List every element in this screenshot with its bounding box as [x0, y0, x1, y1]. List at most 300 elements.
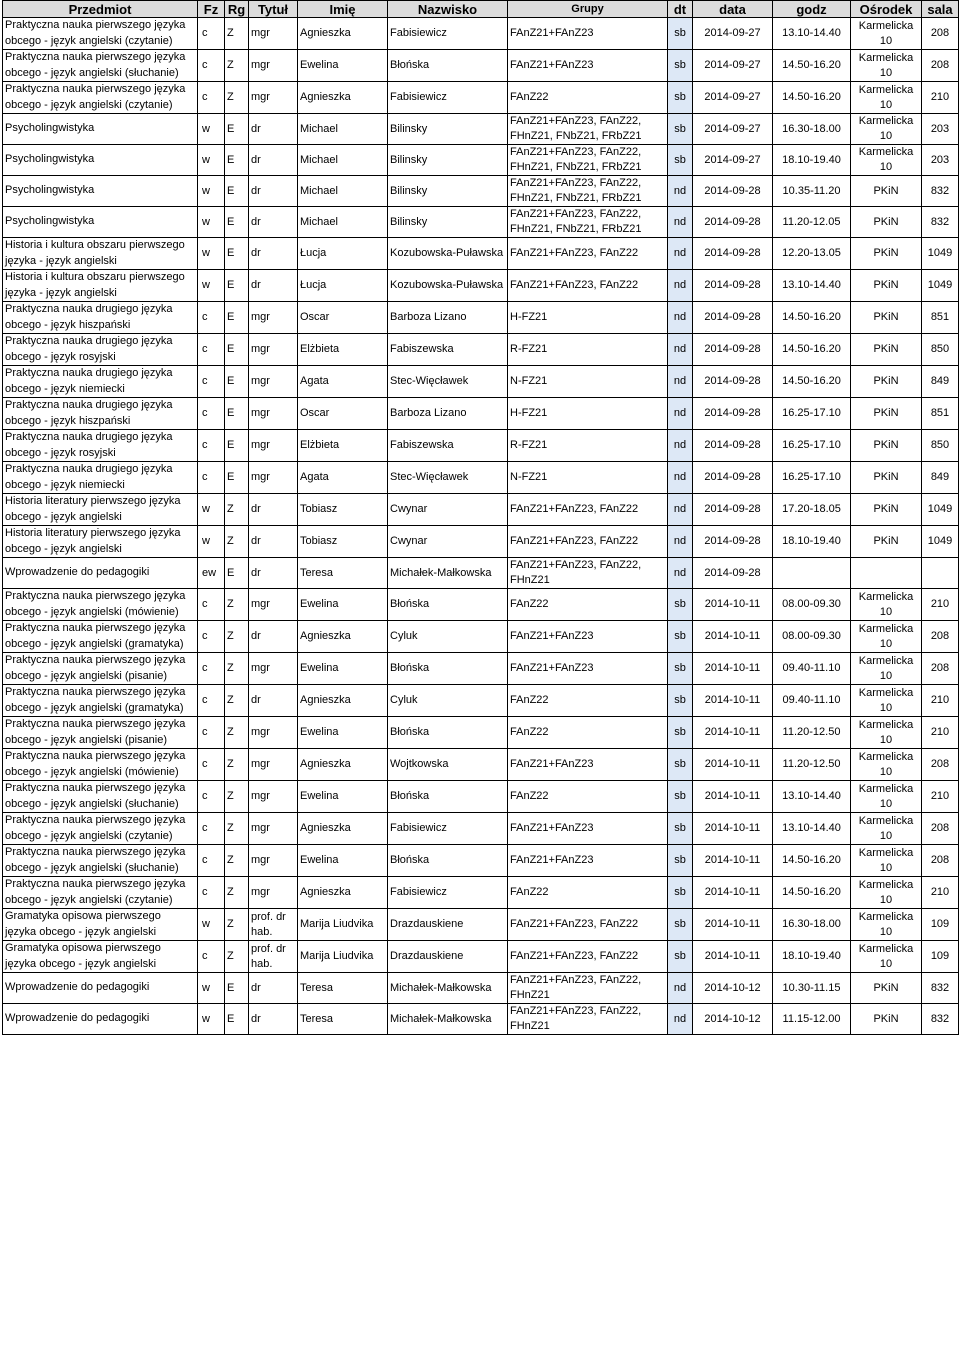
cell-rg: E — [225, 270, 249, 302]
cell-dt: sb — [668, 145, 693, 176]
cell-godz: 17.20-18.05 — [773, 494, 851, 526]
cell-fz: w — [198, 114, 225, 145]
cell-sala: 832 — [922, 176, 959, 207]
cell-dt: sb — [668, 909, 693, 941]
column-header-data: data — [693, 1, 773, 18]
cell-data: 2014-09-28 — [693, 526, 773, 558]
table-row — [3, 145, 959, 176]
cell-sala: 208 — [922, 621, 959, 653]
cell-fz: c — [198, 749, 225, 781]
cell-fz: c — [198, 653, 225, 685]
cell-data: 2014-09-28 — [693, 558, 773, 589]
cell-dt: nd — [668, 526, 693, 558]
cell-godz: 08.00-09.30 — [773, 621, 851, 653]
cell-osrodek: Karmelicka 10 — [851, 82, 922, 114]
cell-data: 2014-09-28 — [693, 176, 773, 207]
cell-nazwisko: Michałek-Małkowska — [388, 558, 508, 589]
cell-imie: Elżbieta — [298, 334, 388, 366]
table-row — [3, 494, 959, 526]
cell-przedmiot: Praktyczna nauka pierwszego języka obcego - język angielski (mówienie) — [3, 589, 198, 621]
cell-grupy: FAnZ21+FAnZ23, FAnZ22, FHnZ21 — [508, 558, 668, 589]
cell-grupy: FAnZ21+FAnZ23, FAnZ22 — [508, 941, 668, 973]
cell-fz: c — [198, 398, 225, 430]
cell-data: 2014-09-27 — [693, 114, 773, 145]
cell-nazwisko: Fabisiewicz — [388, 82, 508, 114]
schedule-body — [3, 18, 959, 1035]
cell-tytul: dr — [249, 145, 298, 176]
cell-imie: Ewelina — [298, 717, 388, 749]
cell-data: 2014-09-28 — [693, 207, 773, 238]
cell-data: 2014-10-11 — [693, 589, 773, 621]
cell-sala: 109 — [922, 909, 959, 941]
cell-nazwisko: Błońska — [388, 781, 508, 813]
cell-godz: 13.10-14.40 — [773, 18, 851, 50]
cell-sala: 210 — [922, 877, 959, 909]
cell-godz: 13.10-14.40 — [773, 781, 851, 813]
cell-dt: sb — [668, 589, 693, 621]
cell-fz: c — [198, 941, 225, 973]
cell-rg: Z — [225, 845, 249, 877]
table-row — [3, 749, 959, 781]
cell-tytul: mgr — [249, 430, 298, 462]
table-row — [3, 653, 959, 685]
cell-przedmiot: Historia literatury pierwszego języka obcego - język angielski — [3, 526, 198, 558]
table-row — [3, 430, 959, 462]
cell-sala: 210 — [922, 82, 959, 114]
cell-sala: 208 — [922, 845, 959, 877]
table-row — [3, 1004, 959, 1035]
cell-tytul: mgr — [249, 653, 298, 685]
cell-fz: c — [198, 813, 225, 845]
cell-przedmiot: Praktyczna nauka pierwszego języka obcego - język angielski (słuchanie) — [3, 50, 198, 82]
cell-fz: w — [198, 270, 225, 302]
cell-fz: c — [198, 877, 225, 909]
cell-data: 2014-10-11 — [693, 781, 773, 813]
cell-rg: E — [225, 302, 249, 334]
table-row — [3, 973, 959, 1004]
cell-imie: Ewelina — [298, 589, 388, 621]
cell-rg: E — [225, 114, 249, 145]
cell-imie: Ewelina — [298, 781, 388, 813]
cell-imie: Agnieszka — [298, 749, 388, 781]
cell-dt: sb — [668, 845, 693, 877]
cell-imie: Ewelina — [298, 653, 388, 685]
cell-przedmiot: Praktyczna nauka pierwszego języka obcego - język angielski (czytanie) — [3, 18, 198, 50]
cell-data: 2014-09-28 — [693, 270, 773, 302]
cell-grupy: FAnZ21+FAnZ23 — [508, 621, 668, 653]
cell-rg: E — [225, 366, 249, 398]
cell-godz: 11.20-12.50 — [773, 749, 851, 781]
cell-dt: nd — [668, 207, 693, 238]
cell-data: 2014-10-11 — [693, 621, 773, 653]
cell-fz: c — [198, 685, 225, 717]
table-row — [3, 270, 959, 302]
cell-nazwisko: Błońska — [388, 589, 508, 621]
cell-dt: nd — [668, 462, 693, 494]
cell-tytul: mgr — [249, 50, 298, 82]
cell-nazwisko: Stec-Więcławek — [388, 462, 508, 494]
cell-fz: c — [198, 430, 225, 462]
cell-data: 2014-10-11 — [693, 941, 773, 973]
cell-data: 2014-09-28 — [693, 398, 773, 430]
cell-nazwisko: Wojtkowska — [388, 749, 508, 781]
cell-dt: nd — [668, 176, 693, 207]
cell-grupy: FAnZ21+FAnZ23 — [508, 50, 668, 82]
cell-przedmiot: Praktyczna nauka pierwszego języka obcego - język angielski (pisanie) — [3, 653, 198, 685]
cell-przedmiot: Praktyczna nauka pierwszego języka obcego - język angielski (słuchanie) — [3, 845, 198, 877]
cell-nazwisko: Fabisiewicz — [388, 18, 508, 50]
table-row — [3, 462, 959, 494]
cell-tytul: dr — [249, 270, 298, 302]
cell-imie: Tobiasz — [298, 494, 388, 526]
cell-przedmiot: Praktyczna nauka pierwszego języka obcego - język angielski (słuchanie) — [3, 781, 198, 813]
cell-grupy: N-FZ21 — [508, 462, 668, 494]
column-header-nazwisko: Nazwisko — [388, 1, 508, 18]
cell-przedmiot: Psycholingwistyka — [3, 114, 198, 145]
cell-imie: Agnieszka — [298, 621, 388, 653]
cell-nazwisko: Fabisiewicz — [388, 813, 508, 845]
cell-sala: 851 — [922, 398, 959, 430]
cell-osrodek — [851, 558, 922, 589]
column-header-tytul: Tytuł — [249, 1, 298, 18]
cell-sala: 210 — [922, 589, 959, 621]
cell-nazwisko: Drazdauskiene — [388, 909, 508, 941]
table-row — [3, 114, 959, 145]
table-row — [3, 621, 959, 653]
cell-fz: c — [198, 781, 225, 813]
cell-sala: 849 — [922, 366, 959, 398]
cell-tytul: prof. dr hab. — [249, 909, 298, 941]
cell-imie: Michael — [298, 176, 388, 207]
cell-fz: w — [198, 176, 225, 207]
cell-grupy: FAnZ21+FAnZ23 — [508, 845, 668, 877]
cell-godz: 16.25-17.10 — [773, 430, 851, 462]
cell-nazwisko: Fabisiewicz — [388, 877, 508, 909]
cell-osrodek: PKiN — [851, 526, 922, 558]
cell-data: 2014-09-28 — [693, 238, 773, 270]
cell-data: 2014-10-11 — [693, 909, 773, 941]
cell-godz: 11.20-12.50 — [773, 717, 851, 749]
cell-grupy: FAnZ21+FAnZ23, FAnZ22 — [508, 270, 668, 302]
cell-osrodek: PKiN — [851, 270, 922, 302]
cell-nazwisko: Cyluk — [388, 685, 508, 717]
cell-dt: sb — [668, 749, 693, 781]
cell-sala: 210 — [922, 781, 959, 813]
cell-grupy: FAnZ22 — [508, 685, 668, 717]
cell-grupy: FAnZ21+FAnZ23, FAnZ22, FHnZ21, FNbZ21, FRbZ21 — [508, 114, 668, 145]
cell-imie: Michael — [298, 207, 388, 238]
cell-imie: Michael — [298, 114, 388, 145]
cell-rg: E — [225, 334, 249, 366]
cell-osrodek: PKiN — [851, 334, 922, 366]
table-row — [3, 909, 959, 941]
cell-dt: nd — [668, 302, 693, 334]
cell-data: 2014-09-28 — [693, 462, 773, 494]
cell-tytul: mgr — [249, 82, 298, 114]
cell-dt: sb — [668, 941, 693, 973]
cell-data: 2014-10-11 — [693, 717, 773, 749]
cell-nazwisko: Kozubowska-Puławska — [388, 270, 508, 302]
cell-przedmiot: Historia i kultura obszaru pierwszego języka - język angielski — [3, 238, 198, 270]
cell-imie: Oscar — [298, 398, 388, 430]
cell-tytul: dr — [249, 114, 298, 145]
cell-tytul: dr — [249, 558, 298, 589]
cell-przedmiot: Praktyczna nauka pierwszego języka obcego - język angielski (mówienie) — [3, 749, 198, 781]
cell-imie: Teresa — [298, 558, 388, 589]
cell-tytul: mgr — [249, 845, 298, 877]
cell-grupy: FAnZ21+FAnZ23, FAnZ22, FHnZ21, FNbZ21, FRbZ21 — [508, 207, 668, 238]
cell-tytul: mgr — [249, 717, 298, 749]
cell-nazwisko: Błońska — [388, 717, 508, 749]
table-row — [3, 50, 959, 82]
cell-data: 2014-10-11 — [693, 749, 773, 781]
cell-nazwisko: Michałek-Małkowska — [388, 1004, 508, 1035]
cell-tytul: mgr — [249, 589, 298, 621]
cell-rg: Z — [225, 685, 249, 717]
cell-grupy: FAnZ22 — [508, 717, 668, 749]
cell-fz: w — [198, 238, 225, 270]
cell-tytul: mgr — [249, 398, 298, 430]
schedule-table — [2, 0, 959, 1035]
cell-grupy: FAnZ21+FAnZ23, FAnZ22 — [508, 909, 668, 941]
cell-godz: 09.40-11.10 — [773, 685, 851, 717]
table-row — [3, 813, 959, 845]
cell-grupy: FAnZ22 — [508, 781, 668, 813]
cell-sala: 208 — [922, 50, 959, 82]
cell-dt: nd — [668, 270, 693, 302]
cell-data: 2014-10-11 — [693, 845, 773, 877]
cell-rg: E — [225, 973, 249, 1004]
cell-imie: Agnieszka — [298, 813, 388, 845]
cell-rg: E — [225, 238, 249, 270]
cell-przedmiot: Praktyczna nauka drugiego języka obcego - język hiszpański — [3, 302, 198, 334]
cell-sala: 832 — [922, 1004, 959, 1035]
cell-tytul: dr — [249, 238, 298, 270]
cell-data: 2014-10-11 — [693, 685, 773, 717]
cell-dt: sb — [668, 18, 693, 50]
cell-dt: nd — [668, 238, 693, 270]
cell-dt: nd — [668, 334, 693, 366]
cell-dt: nd — [668, 973, 693, 1004]
table-row — [3, 238, 959, 270]
cell-data: 2014-09-28 — [693, 430, 773, 462]
cell-tytul: mgr — [249, 366, 298, 398]
cell-imie: Elżbieta — [298, 430, 388, 462]
cell-tytul: dr — [249, 207, 298, 238]
table-row — [3, 685, 959, 717]
table-row — [3, 398, 959, 430]
cell-tytul: dr — [249, 1004, 298, 1035]
cell-godz: 14.50-16.20 — [773, 877, 851, 909]
cell-osrodek: Karmelicka 10 — [851, 18, 922, 50]
cell-fz: c — [198, 621, 225, 653]
cell-rg: Z — [225, 50, 249, 82]
cell-godz: 11.20-12.05 — [773, 207, 851, 238]
table-row — [3, 558, 959, 589]
cell-imie: Agnieszka — [298, 82, 388, 114]
cell-sala: 832 — [922, 973, 959, 1004]
cell-imie: Michael — [298, 145, 388, 176]
cell-rg: E — [225, 207, 249, 238]
cell-dt: sb — [668, 877, 693, 909]
table-row — [3, 176, 959, 207]
cell-rg: E — [225, 398, 249, 430]
cell-przedmiot: Psycholingwistyka — [3, 207, 198, 238]
cell-przedmiot: Praktyczna nauka pierwszego języka obcego - język angielski (pisanie) — [3, 717, 198, 749]
cell-dt: sb — [668, 781, 693, 813]
cell-fz: ew — [198, 558, 225, 589]
cell-godz: 10.35-11.20 — [773, 176, 851, 207]
cell-godz: 13.10-14.40 — [773, 813, 851, 845]
cell-fz: w — [198, 494, 225, 526]
cell-nazwisko: Fabiszewska — [388, 430, 508, 462]
cell-nazwisko: Cwynar — [388, 494, 508, 526]
cell-sala: 850 — [922, 430, 959, 462]
cell-data: 2014-09-28 — [693, 494, 773, 526]
cell-rg: Z — [225, 717, 249, 749]
cell-godz: 18.10-19.40 — [773, 941, 851, 973]
column-header-osrodek: Ośrodek — [851, 1, 922, 18]
cell-sala — [922, 558, 959, 589]
cell-rg: E — [225, 1004, 249, 1035]
cell-rg: Z — [225, 494, 249, 526]
table-row — [3, 589, 959, 621]
cell-imie: Agata — [298, 366, 388, 398]
cell-tytul: dr — [249, 526, 298, 558]
cell-rg: E — [225, 430, 249, 462]
cell-imie: Ewelina — [298, 845, 388, 877]
cell-data: 2014-09-28 — [693, 334, 773, 366]
cell-nazwisko: Barboza Lizano — [388, 302, 508, 334]
cell-sala: 210 — [922, 717, 959, 749]
cell-przedmiot: Gramatyka opisowa pierwszego języka obcego - język angielski — [3, 909, 198, 941]
table-row — [3, 82, 959, 114]
cell-dt: nd — [668, 1004, 693, 1035]
cell-przedmiot: Praktyczna nauka pierwszego języka obcego - język angielski (czytanie) — [3, 877, 198, 909]
cell-fz: w — [198, 207, 225, 238]
cell-grupy: H-FZ21 — [508, 398, 668, 430]
cell-nazwisko: Drazdauskiene — [388, 941, 508, 973]
header-row — [3, 1, 959, 18]
cell-sala: 851 — [922, 302, 959, 334]
column-header-grupy: Grupy — [508, 1, 668, 18]
table-row — [3, 18, 959, 50]
cell-tytul: dr — [249, 685, 298, 717]
cell-fz: c — [198, 589, 225, 621]
cell-data: 2014-09-28 — [693, 302, 773, 334]
cell-rg: Z — [225, 653, 249, 685]
cell-tytul: mgr — [249, 18, 298, 50]
cell-nazwisko: Błońska — [388, 845, 508, 877]
cell-osrodek: Karmelicka 10 — [851, 685, 922, 717]
table-row — [3, 526, 959, 558]
cell-fz: w — [198, 909, 225, 941]
cell-osrodek: PKiN — [851, 973, 922, 1004]
cell-godz: 08.00-09.30 — [773, 589, 851, 621]
cell-nazwisko: Stec-Więcławek — [388, 366, 508, 398]
cell-przedmiot: Praktyczna nauka pierwszego języka obcego - język angielski (gramatyka) — [3, 621, 198, 653]
table-row — [3, 845, 959, 877]
cell-data: 2014-09-27 — [693, 145, 773, 176]
cell-rg: Z — [225, 781, 249, 813]
cell-godz: 14.50-16.20 — [773, 50, 851, 82]
cell-godz: 11.15-12.00 — [773, 1004, 851, 1035]
cell-godz: 16.30-18.00 — [773, 114, 851, 145]
cell-przedmiot: Praktyczna nauka pierwszego języka obcego - język angielski (czytanie) — [3, 82, 198, 114]
cell-sala: 1049 — [922, 526, 959, 558]
cell-osrodek: Karmelicka 10 — [851, 877, 922, 909]
cell-osrodek: PKiN — [851, 238, 922, 270]
cell-przedmiot: Wprowadzenie do pedagogiki — [3, 558, 198, 589]
cell-grupy: H-FZ21 — [508, 302, 668, 334]
cell-sala: 109 — [922, 941, 959, 973]
cell-godz: 14.50-16.20 — [773, 302, 851, 334]
cell-grupy: FAnZ21+FAnZ23, FAnZ22, FHnZ21 — [508, 1004, 668, 1035]
cell-przedmiot: Praktyczna nauka drugiego języka obcego - język rosyjski — [3, 430, 198, 462]
cell-imie: Agnieszka — [298, 877, 388, 909]
cell-godz: 13.10-14.40 — [773, 270, 851, 302]
cell-fz: c — [198, 462, 225, 494]
cell-sala: 203 — [922, 114, 959, 145]
cell-imie: Oscar — [298, 302, 388, 334]
cell-dt: nd — [668, 398, 693, 430]
cell-dt: sb — [668, 621, 693, 653]
cell-rg: Z — [225, 526, 249, 558]
cell-data: 2014-10-11 — [693, 653, 773, 685]
cell-rg: E — [225, 462, 249, 494]
cell-sala: 1049 — [922, 270, 959, 302]
cell-tytul: mgr — [249, 781, 298, 813]
cell-data: 2014-10-11 — [693, 813, 773, 845]
cell-nazwisko: Cyluk — [388, 621, 508, 653]
cell-imie: Agata — [298, 462, 388, 494]
cell-data: 2014-09-27 — [693, 18, 773, 50]
cell-osrodek: Karmelicka 10 — [851, 909, 922, 941]
cell-nazwisko: Michałek-Małkowska — [388, 973, 508, 1004]
cell-osrodek: PKiN — [851, 1004, 922, 1035]
cell-grupy: R-FZ21 — [508, 334, 668, 366]
cell-osrodek: PKiN — [851, 207, 922, 238]
column-header-dt: dt — [668, 1, 693, 18]
cell-dt: nd — [668, 558, 693, 589]
cell-fz: c — [198, 82, 225, 114]
cell-sala: 832 — [922, 207, 959, 238]
cell-grupy: FAnZ21+FAnZ23, FAnZ22 — [508, 238, 668, 270]
cell-grupy: FAnZ22 — [508, 589, 668, 621]
cell-sala: 849 — [922, 462, 959, 494]
column-header-sala: sala — [922, 1, 959, 18]
cell-osrodek: Karmelicka 10 — [851, 845, 922, 877]
cell-fz: w — [198, 145, 225, 176]
cell-grupy: FAnZ21+FAnZ23 — [508, 18, 668, 50]
cell-fz: c — [198, 366, 225, 398]
cell-grupy: FAnZ21+FAnZ23 — [508, 653, 668, 685]
table-row — [3, 302, 959, 334]
cell-nazwisko: Fabiszewska — [388, 334, 508, 366]
cell-osrodek: PKiN — [851, 494, 922, 526]
cell-osrodek: Karmelicka 10 — [851, 50, 922, 82]
cell-dt: nd — [668, 430, 693, 462]
cell-godz: 18.10-19.40 — [773, 145, 851, 176]
cell-godz: 16.30-18.00 — [773, 909, 851, 941]
cell-tytul: dr — [249, 973, 298, 1004]
cell-fz: c — [198, 845, 225, 877]
cell-dt: sb — [668, 813, 693, 845]
cell-fz: c — [198, 50, 225, 82]
cell-sala: 210 — [922, 685, 959, 717]
cell-dt: nd — [668, 494, 693, 526]
cell-nazwisko: Bilinsky — [388, 176, 508, 207]
